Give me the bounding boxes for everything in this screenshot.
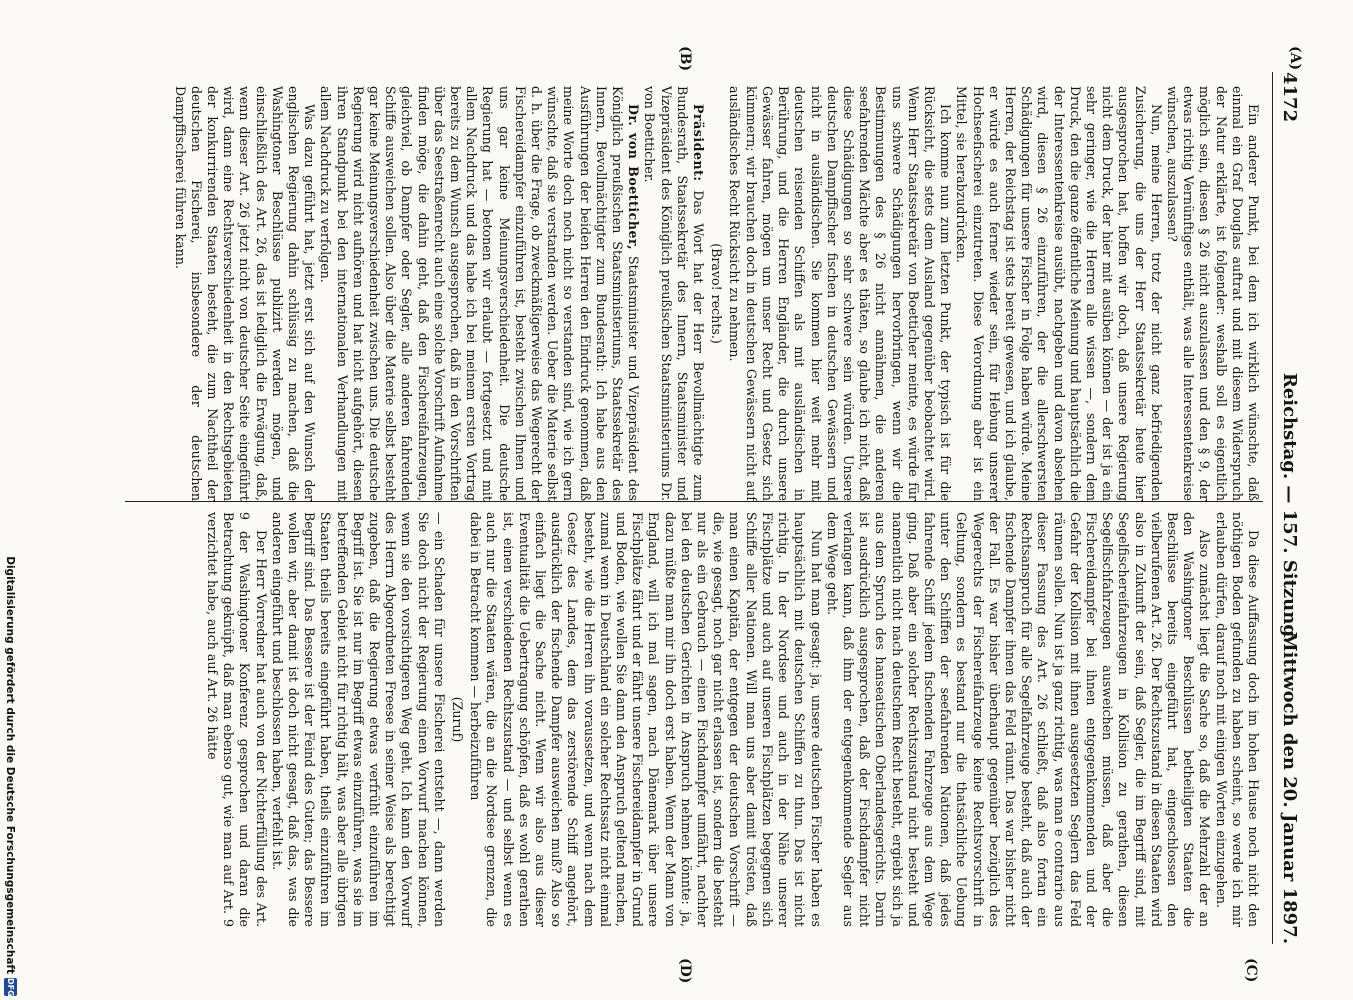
speaker-name: Präsident: (691, 104, 707, 182)
page-title: Reichstag. — 157. Sitzung. (1279, 372, 1300, 644)
page-number: 4172 (1279, 72, 1300, 123)
speaker-paragraph (641, 86, 706, 501)
dfg-logo: DFG (6, 978, 15, 997)
page-header (1272, 72, 1313, 944)
interjection-note: (Zuruf) (450, 696, 466, 743)
right-column (204, 512, 1261, 927)
paragraph: Ein anderer Punkt, bei dem ich wirklich wünschte, daß einmal ein Graf Douglas auftrat und mit diesem Widerspruch der Natur erklärte, ist folgender: weshalb soll es eigentlich möglich sein, diesen § 26 nicht auszulassen und den § 9, der etwas richtig Vernünftiges enthält, was alle Interessentenkreise wünschen, auszulassen? (1164, 86, 1261, 501)
margin-mark-a: (A) (1287, 46, 1303, 71)
margin-mark-d: (D) (677, 958, 693, 984)
paragraph: Also zunächst liegt die Sache so, daß die Mehrzahl der an den Washingtoner Beschlüssen betheiligten Staaten die Beschlüsse bereits eingeführt hat, eingeschlossen den vielberufenen Art. 26. Der Rechtszustand in diesen Staaten wird also in Zukunft der sein, daß Segler, die im Begriff sind, mit Segelfischereifahrzeugen in Kollision zu gerathen, diesen Segelfischfahrzeugen ausweichen müssen, daß aber die Fischereidampfer bei ihnen entgegenkommenden und der Gefahr der Kollision mit ihnen ausgesetzten Seglern das Feld räumen sollen. Nun ist ja ganz richtig, was man e contrario aus dieser Fassung des Art. 26 schließt, daß also fortan ein Rechtsanspruch für alle Segelfahrzeuge besteht, daß auch der fischende Dampfer ihnen das Feld räumt. Das war bisher nicht der Fall. Es war bisher überhaupt gegenüber bezüglich des Wegerechts der Fischereifahrzeuge keine Rechtsvorschrift in Geltung, sondern es bestand nur die thatsächliche Uebung unter den Schiffen der seefahrenden Nationen, daß jedes fahrende Schiff jedem fischenden Fahrzeuge aus dem Wege ging. Daß aber ein solcher Rechtszustand nicht besteht und namentlich nicht nach deutschem Recht besteht, ergiebt sich ja aus dem Spruch des hanseatischen Oberlandesgerichts. Darin ist ausdrücklich ausgesprochen, daß der Fischdampfer nicht verlangen kann, daß ihm der entgegenkommende Segler aus dem Wege geht. (824, 512, 1213, 927)
funding-credit: Digitalisierung gefördert durch die Deutsche Forschungsgemeinschaft (4, 556, 16, 974)
left-column (171, 86, 1261, 501)
paragraph: Nun, meine Herren, trotz der nicht ganz befriedigenden Zusicherung, die uns der Herr Staatssekretär heute hier ausgesprochen hat, hoffen wir doch, daß unsere Regierung nicht dem Druck, der hier mit ausüben können — der ist ja ein sehr geringer, wie die Herren alle wissen —, sondern dem Druck, den die ganze öffentliche Meinung und hauptsächlich die der Interessentenkreise ausübt, nachgeben und davon absehen wird, diesen § 26 einzuführen, der die allerschwersten Schädigungen für unsere Fischer in Folge haben würde. Meine Herren, der Reichstag ist stets bereit gewesen, und ich glaube, er würde es auch ferner wieder sein, für Hebung unserer Hochseefischerei einzutreten. Diese Verordnung aber ist ein Mittel, sie herabzudrücken. (954, 86, 1164, 501)
paragraph: Ich komme nun zum letzten Punkt, der typisch ist für die Rücksicht, die stets dem Ausland gegenüber beobachtet wird. Wenn Herr Staatssekretär von Boetticher meinte, es würde für uns schwere Schädigungen hervorbringen, wenn wir die Bestimmungen des § 26 nicht annähmen, die anderen seefahrenden Mächte aber es thäten, so glaube ich nicht, daß diese Schädigungen so sehr schwere sein würden. Unsere deutschen Dampffischer fischen in deutschen Gewässern und nicht in ausländischen. Sie kommen hier weit mehr mit deutschen reisenden Schiffen als mit ausländischen in Berührung, und die Herren Engländer, die durch unsere Gewässer fahren, mögen um unser Recht und Gesetz sich kümmern; wir brauchen doch in deutschen Gewässern nicht auf ausländisches Recht Rücksicht zu nehmen. (727, 86, 954, 501)
paragraph: Der Herr Vorredner hat auch von der Nichterfüllung des Art. 9 der Washingtoner Konferenz gesprochen und daran die Betrachtung geknüpft, daß man ebenso gut, wie man auf Art. 9 verzichtet habe, auch auf Art. 26 hätte (205, 512, 269, 927)
applause-note: (Bravo! rechts.) (709, 243, 725, 344)
paragraph: Da diese Auffassung doch im hohen Hause noch nicht den nöthigen Boden gefunden zu haben scheint, so werde ich mir erlauben dürfen, darauf noch mit einigen Worten einzugehen. (1213, 512, 1261, 927)
speech-text: Das Wort hat der Herr Bevollmächtigte zum Bundesrath, Staatssekretär des Innern, Staatsminister und Vizepräsident des Königlich preußischen Staatsministeriums Dr. von Boetticher. (642, 86, 707, 501)
paragraph: — ein Schaden für unsere Fischerei entsteht —, dann werden Sie doch nicht der Regierung einen Vorwurf machen können, wenn sie den vorsichtigeren Weg geht. Ich kann den Vorwurf des Herrn Abgeordneten Freese in seiner Weise als berechtigt zugeben, daß die Regierung etwas verfrüht einzuführen im Begriff ist. Sie ist nur im Begriff etwas einzuführen, was sie im betreffenden Gebiet nicht für richtig hält, was aber alle übrigen Staaten theils bereits eingeführt haben, theils einzuführen im Begriff sind. Das Bessere ist der Feind des Guten; das Bessere wollen wir, aber damit ist doch nicht gesagt, daß das, was die anderen eingeführt und beschlossen haben, verfehlt ist. (269, 512, 447, 927)
speaker-name: Dr. von Boetticher, (626, 104, 642, 251)
paragraph: Was dazu geführt hat, jetzt erst sich auf den Wunsch der englischen Regierung dahin schlüssig zu machen, daß die Washingtoner Beschlüsse publizirt werden mögen, und einschließlich des Art. 26, das ist lediglich die Erwägung, daß, wenn dieser Art. 26 jetzt nicht von deutscher Seite eingeführt wird, dann eine Rechtsverschiedenheit in den Rechtsgebieten der konkurrirenden Staaten besteht, die zum Nachtheil der deutschen Fischerei, insbesondere der deutschen Dampffischerei führen kann. (172, 86, 318, 501)
digitization-footer (0, 0, 18, 1000)
speech-text: Staatsminister und Vizepräsident des Königlich preußischen Staatsministeriums, Staatssekretär des Innern, Bevollmächtigter zum Bundesrath: Ich habe aus den Ausführungen der beiden Herren den Eindruck genommen, daß meine Worte doch noch nicht so verstanden sind, wie ich gern wünschte, daß sie verstanden werden. Ueber die Materie selbst d. h. über die Frage, ob zweckmäßigerweise das Wegerecht der Fischereidampfer einzuführen ist, besteht zwischen Ihnen und uns gar keine Meinungsverschiedenheit. Die deutsche Regierung hat — betonen wir erlaubt — fortgesetzt und mit allem Nachdruck und das habe ich bei meinem ersten Vortrag bereits zu dem Wunsch ausgesprochen, daß in den Vorschriften über das Seestraßenrecht auch eine solche Vorschrift Aufnahme finden möge, die dahin geht, daß den Fischereifahrzeugen, gleichviel, ob Dampfer oder Segler, alle anderen fahrenden Schiffe ausweichen sollen. Also über die Materie selbst besteht gar keine Meinungsverschiedenheit zwischen uns. Die deutsche Regierung wird nicht aufhören und hat nicht aufgehört, diesen ihren Standpunkt bei den internationalen Verhandlungen mit allem Nachdruck zu verfolgen. (318, 86, 642, 501)
paragraph: Nun hat man gesagt: ja, unsere deutschen Fischer haben es hauptsächlich mit deutschen Schiffen zu thun. Das ist nicht richtig. In der Nordsee und auch in der Nähe unserer Fischplätze und auch auf unseren Fischplätzen begegnen sich Schiffe aller Nationen. Will man uns aber damit trösten, daß man einen Kapitän, der entgegen der deutschen Vorschrift — die, wie gesagt, noch gar nicht erlassen ist, sondern die besteht nur als ein Gebrauch — einen Fischdampfer umfährt, nachher bei den deutschen Gerichten in Anspruch nehmen könnte: ja, dazu müßte man mir ihn doch erst haben. Wenn der Mann von England, will ich mal sagen, nach Dänemark über unsere Fischplätze fährt und er fährt unsere Fischereidampfer in Grund und Boden, wie wollen Sie dann den Anspruch geltend machen, zumal wenn in Deutschland ein solcher Rechtssatz nicht einmal besteht, wie die Herren ihn voraussetzen, und wenn nach dem Gesetz des Landes, dem das zerstörende Schiff angehört, ausdrücklich der fischende Dampfer ausweichen muß? Also so einfach liegt die Sache nicht. Wenn wir also aus dieser Eventualität die Uebertragung schöpfen, daß es wohl gerathen ist, einen verschiedenen Rechtszustand — und selbst wenn es auch nur die Staaten wären, die an die Nordsee grenzen, die dabei in Betracht kommen — herbeizuführen (468, 512, 824, 927)
margin-mark-b: (B) (677, 46, 693, 72)
speaker-paragraph (317, 86, 641, 501)
margin-mark-c: (C) (1243, 958, 1259, 983)
session-date: Mittwoch den 20. Januar 1897. (1279, 631, 1300, 944)
column-divider (125, 501, 1263, 502)
